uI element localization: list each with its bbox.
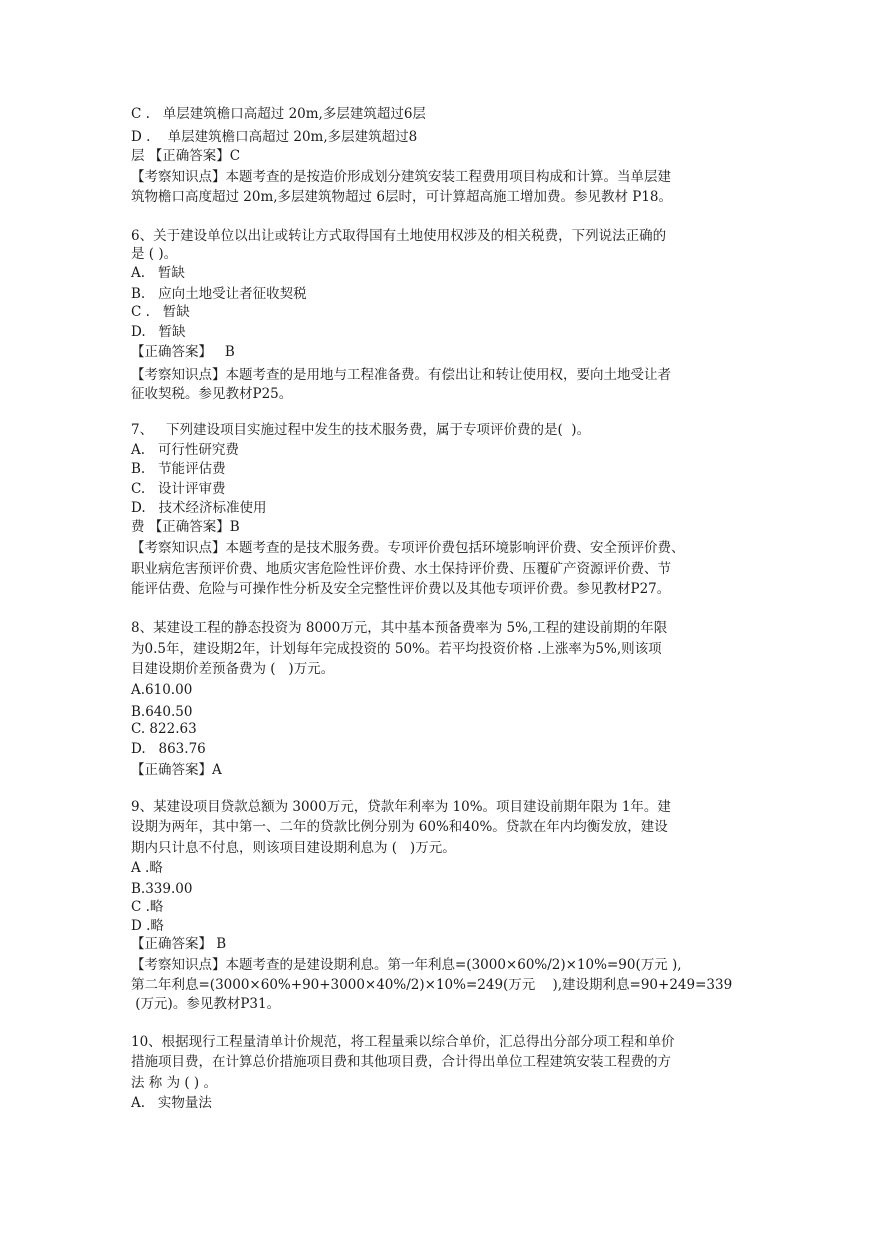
text-line: A. 可行性研究费: [131, 442, 239, 458]
text-line: 【考察知识点】本题考查的是技术服务费。专项评价费包括环境影响评价费、安全预评价费、: [131, 540, 685, 556]
text-line: 层 【正确答案】C: [131, 148, 241, 164]
text-line: 【正确答案】A: [131, 762, 222, 778]
text-line: C .略: [131, 899, 164, 915]
text-line: B.339.00: [131, 881, 193, 897]
text-line: A. 实物量法: [131, 1095, 212, 1111]
text-line: 8、某建设工程的静态投资为 8000万元，其中基本预备费率为 5%,工程的建设前期的年限: [131, 620, 668, 636]
text-line: C . 单层建筑檐口高超过 20m,多层建筑超过6层: [131, 106, 426, 122]
text-line: D. 技术经济标准使用: [131, 500, 267, 516]
text-line: D. 暂缺: [131, 324, 186, 340]
text-line: A .略: [131, 860, 163, 876]
text-line: 为0.5年，建设期2年，计划每年完成投资的 50%。若平均投资价格 .上涨率为5%,则该项: [131, 641, 662, 657]
text-line: 职业病危害预评价费、地质灾害危险性评价费、水土保持评价费、压覆矿产资源评价费、节: [131, 561, 671, 577]
text-line: 期内只计息不付息，则该项目建设期利息为 ( )万元。: [131, 840, 456, 856]
text-line: 能评估费、危险与可操作性分析及安全完整性评价费以及其他专项评价费。参见教材P27。: [131, 581, 671, 597]
text-line: 6、关于建设单位以出让或转让方式取得国有土地使用权涉及的相关税费，下列说法正确的: [131, 228, 667, 244]
text-line: D .略: [131, 918, 164, 934]
text-line: 费 【正确答案】B: [131, 519, 240, 535]
text-line: C . 暂缺: [131, 304, 190, 320]
text-line: 设期为两年，其中第一、二年的贷款比例分别为 60%和40%。贷款在年内均衡发放，建设: [131, 819, 668, 835]
text-line: B. 应向土地受让者征收契税: [131, 286, 307, 302]
text-line: 是 ( )。: [131, 246, 178, 262]
text-line: D. 863.76: [131, 741, 206, 757]
text-line: 【正确答案】 B: [131, 936, 227, 952]
text-line: C. 822.63: [131, 721, 197, 737]
text-line: 7、 下列建设项目实施过程中发生的技术服务费，属于专项评价费的是( )。: [131, 422, 591, 438]
text-line: 措施项目费，在计算总价措施项目费和其他项目费，合计得出单位工程建筑安装工程费的方: [131, 1054, 671, 1070]
text-line: A.610.00: [131, 682, 193, 698]
text-line: A. 暂缺: [131, 265, 185, 281]
text-line: 法 称 为 ( ) 。: [131, 1075, 217, 1091]
text-line: 10、根据现行工程量清单计价规范，将工程量乘以综合单价，汇总得出分部分项工程和单价: [131, 1034, 675, 1050]
text-line: 【考察知识点】本题考查的是按造价形成划分建筑安装工程费用项目构成和计算。当单层建: [131, 169, 671, 185]
text-line: 【考察知识点】本题考查的是建设期利息。第一年利息=(3000×60%/2)×10%=90(万元 ),: [131, 957, 682, 973]
text-line: 9、某建设项目贷款总额为 3000万元，贷款年利率为 10%。项目建设前期年限为 1年。建: [131, 799, 671, 815]
text-line: B.640.50: [131, 704, 193, 720]
text-line: 【正确答案】 B: [131, 344, 235, 360]
text-line: B. 节能评估费: [131, 461, 226, 477]
text-line: 筑物檐口高度超过 20m,多层建筑物超过 6层时，可计算超高施工增加费。参见教材 P18。: [131, 189, 672, 205]
text-line: C. 设计评审费: [131, 481, 226, 497]
text-line: D . 单层建筑檐口高超过 20m,多层建筑超过8: [131, 129, 418, 145]
text-line: (万元)。参见教材P31。: [131, 996, 281, 1012]
text-line: 目建设期价差预备费为 ( )万元。: [131, 661, 335, 677]
text-line: 【考察知识点】本题考查的是用地与工程准备费。有偿出让和转让使用权，要向土地受让者: [131, 367, 671, 383]
text-line: 征收契税。参见教材P25。: [131, 386, 293, 402]
text-line: 第二年利息=(3000×60%+90+3000×40%/2)×10%=249(万元 ),建设期利息=90+249=339: [131, 977, 733, 993]
